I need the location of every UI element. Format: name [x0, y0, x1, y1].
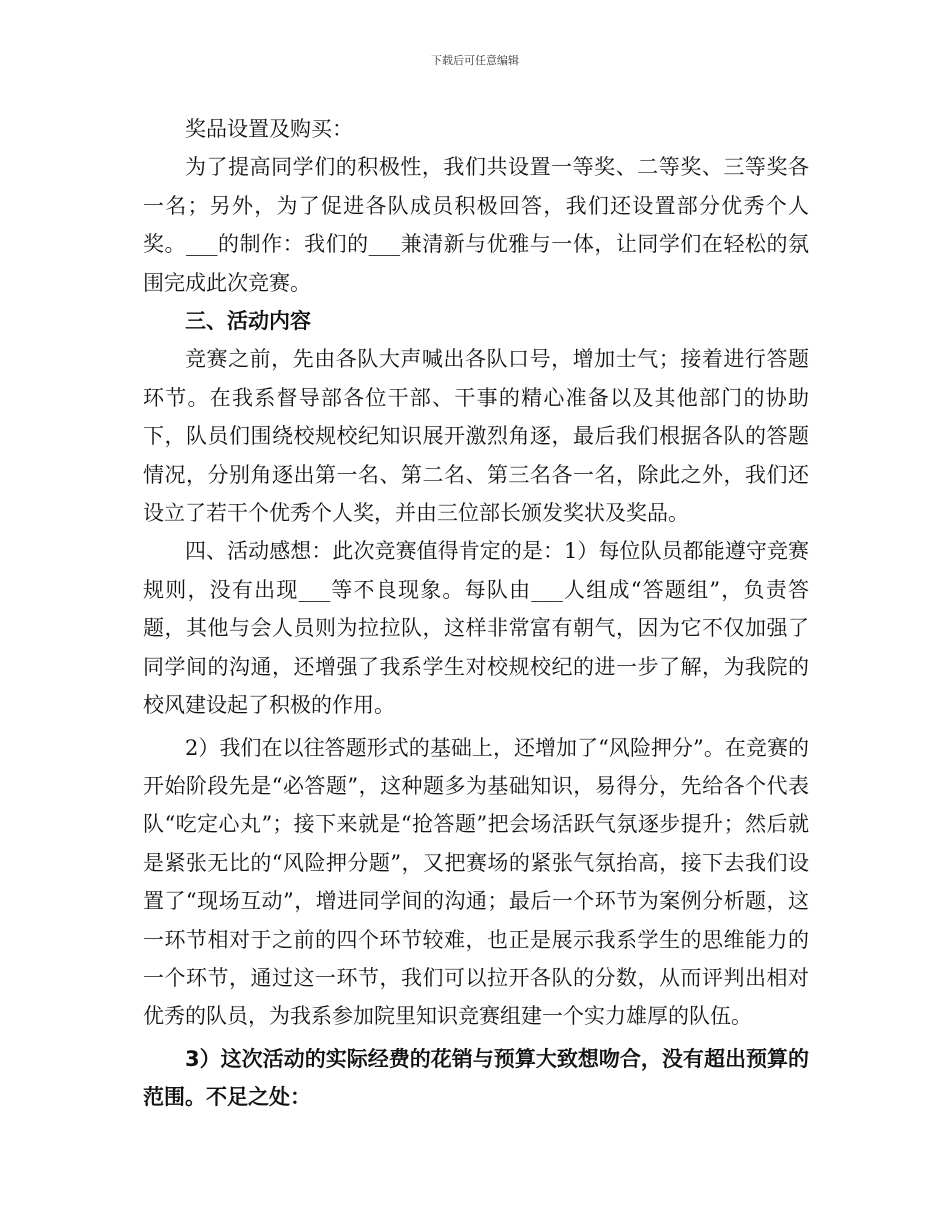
prize-paragraph: 为了提高同学们的积极性，我们共设置一等奖、二等奖、三等奖各一名；另外，为了促进各队成员积极回答，我们还设置部分优秀个人奖。___的制作：我们的___兼清新与优雅与一体，让同学们在轻松的氛围完成此次竞赛。: [143, 155, 809, 295]
point-2-paragraph: 2）我们在以往答题形式的基础上，还增加了“风险押分”。在竞赛的开始阶段先是“必答题”，这种题多为基础知识，易得分，先给各个代表队“吃定心丸”；接下来就是“抢答题”把会场活跃气氛逐步提升；然后就是紧张无比的“风险押分题”，又把赛场的紧张气氛抬高，接下去我们设置了“现场互动”，增进同学间的沟通；最后一个环节为案例分析题，这一环节相对于之前的四个环节较难，也正是展示我系学生的思维能力的一个环节，通过这一环节，我们可以拉开各队的分数，从而评判出相对优秀的队员，为我系参加院里知识竞赛组建一个实力雄厚的队伍。: [143, 735, 809, 1029]
prize-heading: 奖品设置及购买：: [185, 117, 353, 141]
section-3-paragraph: 竞赛之前，先由各队大声喊出各队口号，增加士气；接着进行答题环节。在我系督导部各位干部、干事的精心准备以及其他部门的协助下，队员们围绕校规校纪知识展开激烈角逐，最后我们根据各队的答题情况，分别角逐出第一名、第二名、第三名各一名，除此之外，我们还设立了若干个优秀个人奖，并由三位部长颁发奖状及奖品。: [143, 347, 809, 526]
section-4-paragraph: 四、活动感想：此次竞赛值得肯定的是：1）每位队员都能遵守竞赛规则，没有出现___等不良现象。每队由___人组成“答题组”，负责答题，其他与会人员则为拉拉队，这样非常富有朝气，因为它不仅加强了同学间的沟通，还增强了我系学生对校规校纪的进一步了解，为我院的校风建设起了积极的作用。: [143, 539, 809, 718]
section-3-heading: 三、活动内容: [185, 309, 311, 334]
point-3-paragraph: 3）这次活动的实际经费的花销与预算大致想吻合，没有超出预算的范围。不足之处：: [143, 1046, 809, 1110]
page-header: 下载后可任意编辑: [431, 54, 519, 67]
document-body: [143, 110, 809, 1117]
